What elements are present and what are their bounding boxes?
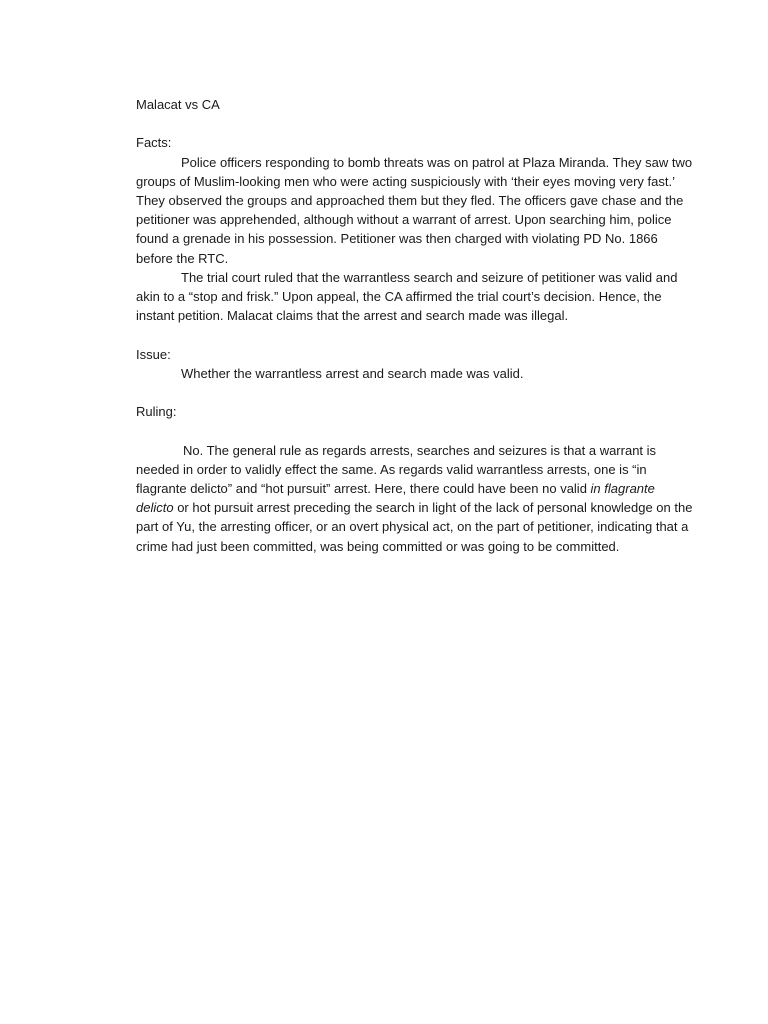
- document-title: Malacat vs CA: [136, 97, 220, 112]
- spacer: [136, 421, 696, 440]
- spacer: [136, 114, 696, 133]
- facts-paragraph-2: The trial court ruled that the warrantless search and seizure of petitioner was valid and akin to a “stop and frisk.” Upon appeal, the CA affirmed the trial court’s decision. Hence, the instant petition. Malacat claims that the arrest and search made was illegal.: [136, 269, 678, 324]
- ruling-text-part-2: or hot pursuit arrest preceding the search in light of the lack of personal knowledge on the part of Yu, the arresting officer, or an overt physical act, on the part of petitioner, indicating that a crime had just been committed, was being committed or was going to be committed.: [136, 500, 693, 554]
- ruling-italic-term: in flagrante delicto: [136, 481, 655, 516]
- spacer: [136, 325, 696, 344]
- facts-paragraph-1: Police officers responding to bomb threats was on patrol at Plaza Miranda. They saw two groups of Muslim-looking men who were acting suspiciously with ‘their eyes moving very fast.’ They observed the groups and approached them but they fled. The officers gave chase and the petitioner was apprehended, although without a warrant of arrest. Upon searching him, police found a grenade in his possession. Petitioner was then charged with violating PD No. 1866 before the RTC.: [136, 154, 693, 266]
- issue-heading: Issue:: [136, 346, 171, 362]
- issue-text: Whether the warrantless arrest and search made was valid.: [181, 365, 524, 381]
- ruling-text: [136, 441, 696, 556]
- document-page: [136, 95, 696, 556]
- ruling-heading: Ruling:: [136, 404, 177, 420]
- facts-heading: Facts:: [136, 135, 172, 151]
- ruling-text-part-1: No. The general rule as regards arrests, searches and seizures is that a warrant is needed in order to validly effect the same. As regards valid warrantless arrests, one is “in flagrante delicto” and “hot pursuit” arrest. Here, there could have been no valid: [136, 442, 657, 496]
- spacer: [136, 383, 696, 402]
